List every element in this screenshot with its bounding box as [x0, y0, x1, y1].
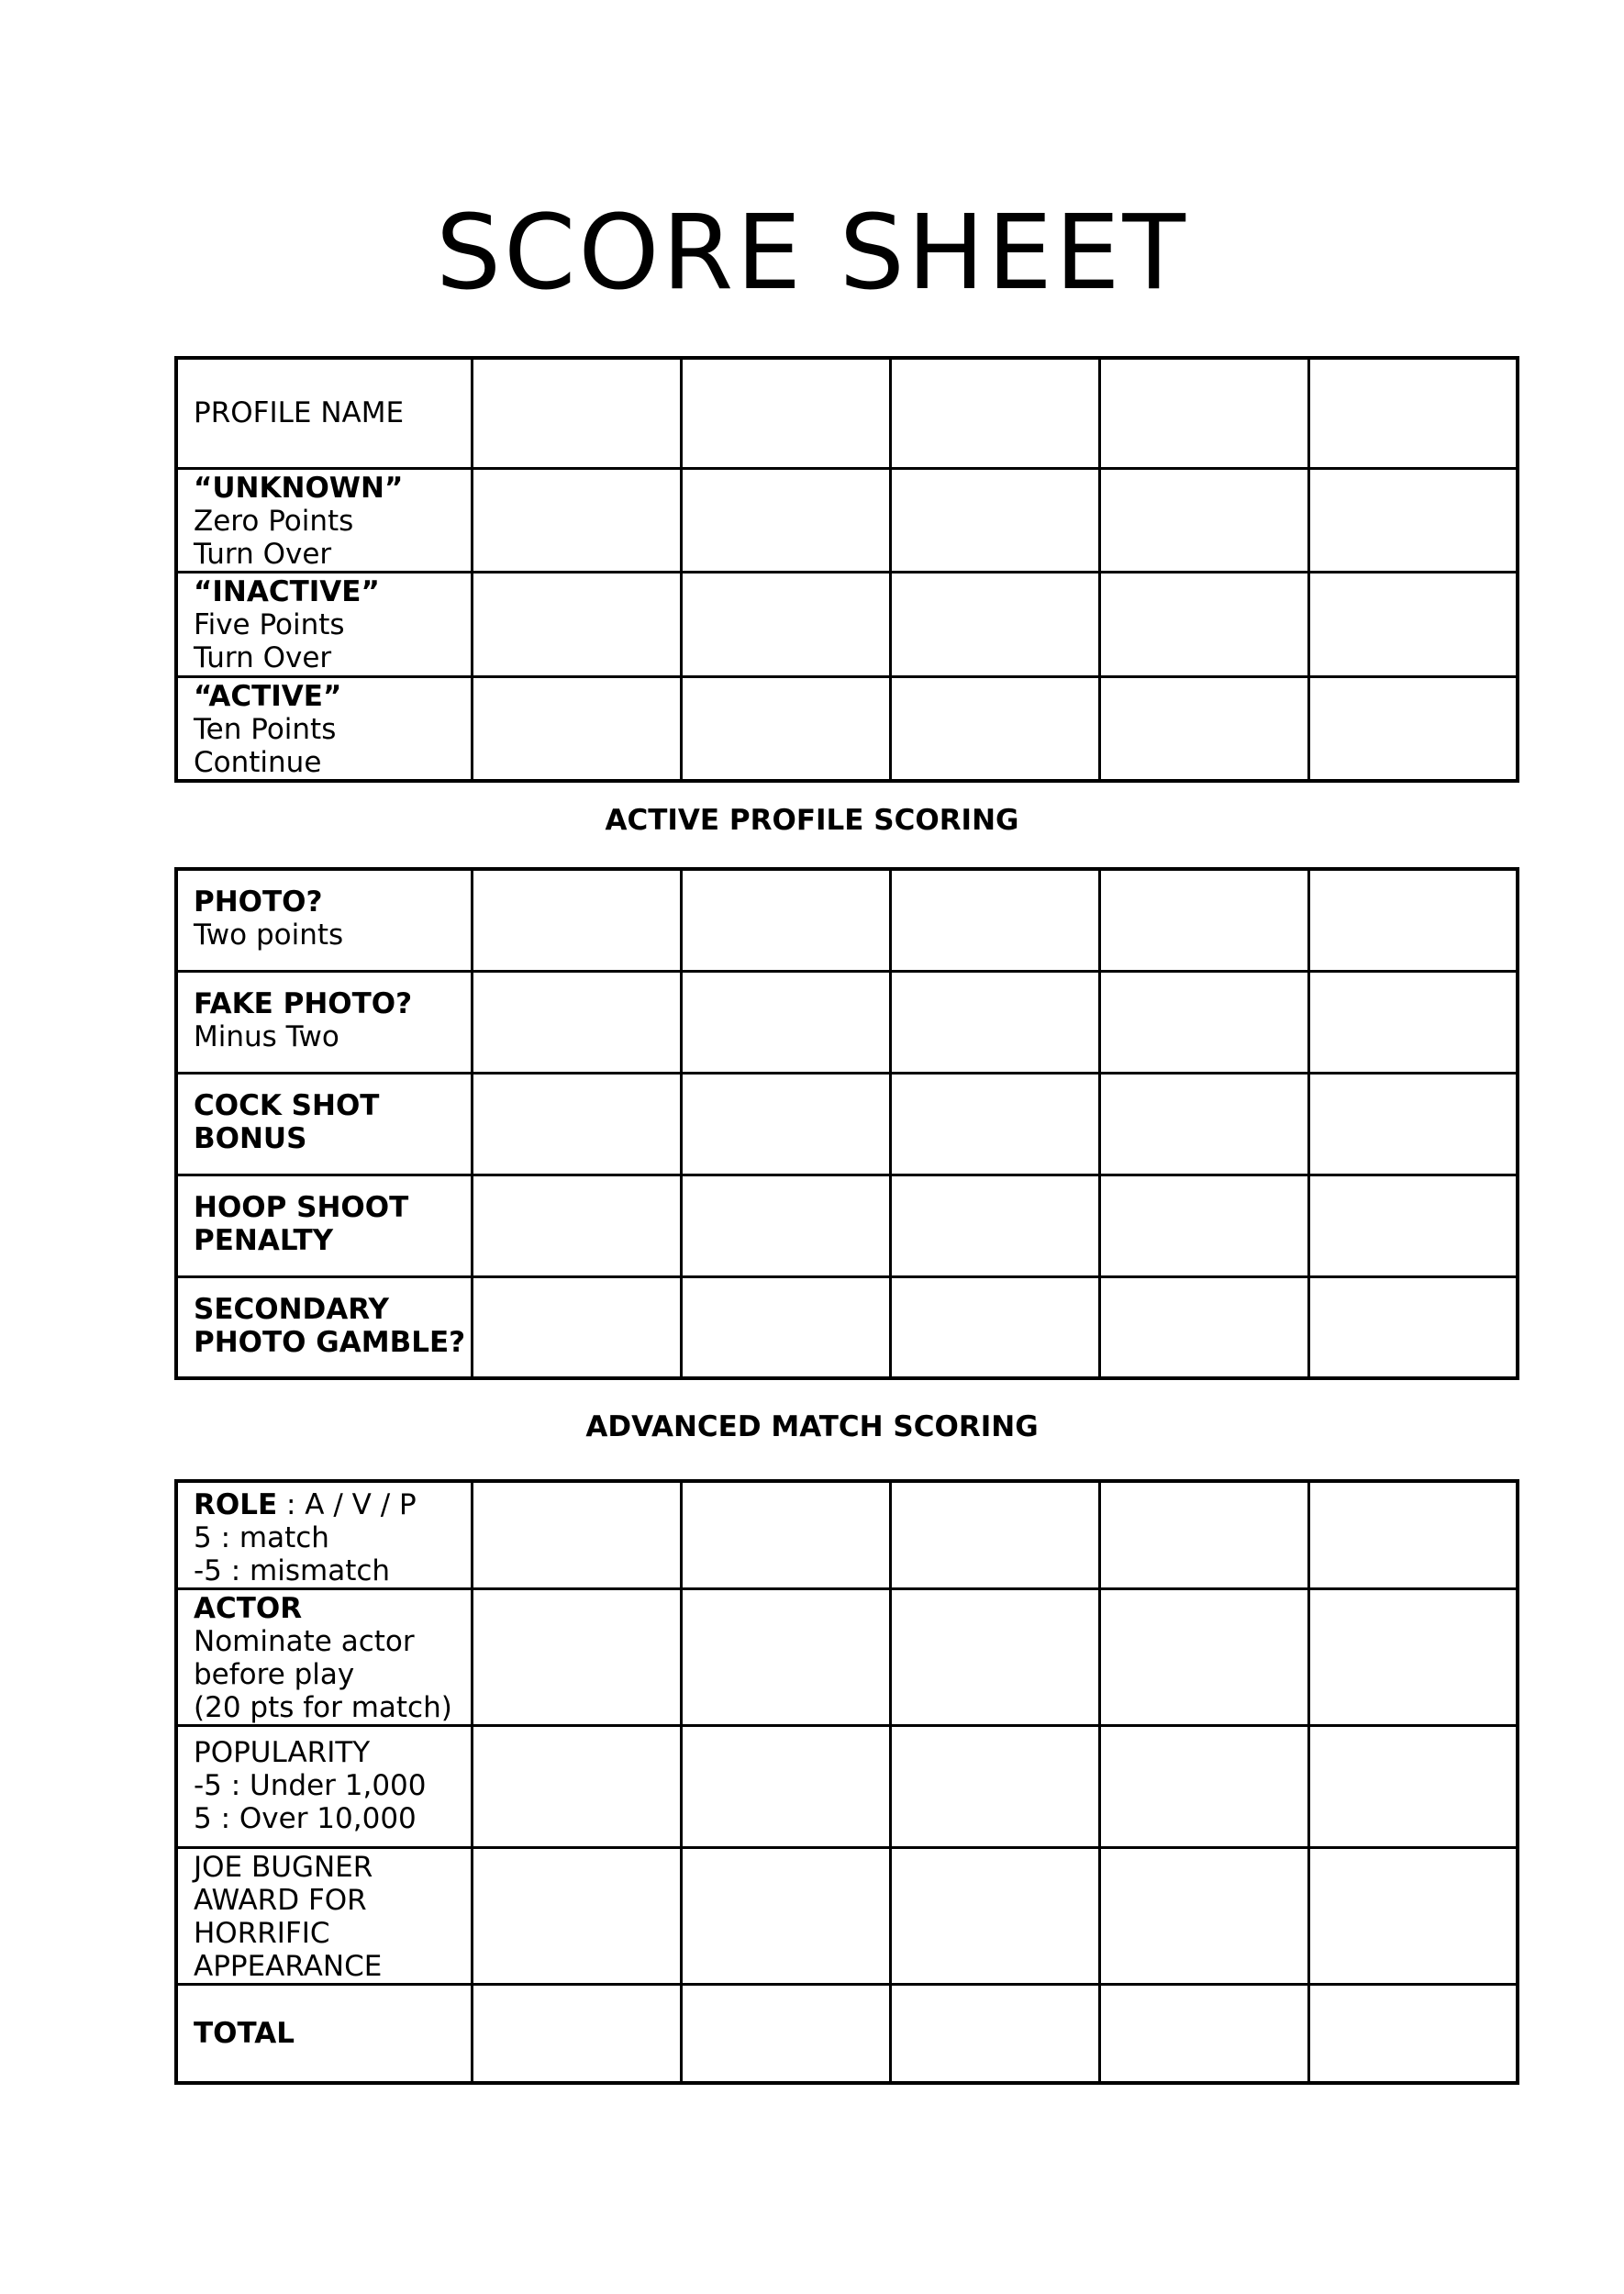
score-cell[interactable] [681, 358, 890, 468]
score-cell[interactable] [890, 869, 1099, 971]
score-cell[interactable] [890, 1589, 1099, 1726]
score-cell[interactable] [681, 468, 890, 572]
score-cell[interactable] [472, 1276, 681, 1378]
score-cell[interactable] [1308, 971, 1518, 1073]
row-label-line: AWARD FOR [194, 1884, 367, 1917]
score-cell[interactable] [1099, 1276, 1308, 1378]
score-cell[interactable] [890, 1481, 1099, 1589]
row-label-cell [176, 1848, 472, 1985]
role-label-rest: : A / V / P [277, 1488, 417, 1521]
score-cell[interactable] [472, 1175, 681, 1276]
row-label-line: Zero Points [194, 504, 354, 538]
score-cell[interactable] [1308, 468, 1518, 572]
row-inactive [176, 572, 1518, 676]
row-active [176, 676, 1518, 781]
row-label-cell [176, 1726, 472, 1848]
row-label-line: PHOTO GAMBLE? [194, 1325, 466, 1359]
score-cell[interactable] [1099, 971, 1308, 1073]
section-header-active-profile-scoring: ACTIVE PROFILE SCORING [605, 804, 1019, 837]
row-label-cell [176, 1481, 472, 1589]
score-cell[interactable] [472, 971, 681, 1073]
score-cell[interactable] [681, 1175, 890, 1276]
score-cell[interactable] [1308, 1589, 1518, 1726]
row-label-line: HOOP SHOOT [194, 1190, 409, 1224]
row-label-line: FAKE PHOTO? [194, 986, 413, 1020]
score-cell[interactable] [1099, 1073, 1308, 1175]
score-cell[interactable] [890, 1985, 1099, 2083]
profile-table [174, 356, 1519, 783]
score-cell[interactable] [472, 1589, 681, 1726]
score-cell[interactable] [472, 869, 681, 971]
row-label-cell [176, 971, 472, 1073]
score-cell[interactable] [890, 1276, 1099, 1378]
row-secondary-photo-gamble [176, 1276, 1518, 1378]
row-label-cell [176, 1985, 472, 2083]
score-cell[interactable] [681, 676, 890, 781]
row-label-cell [176, 1175, 472, 1276]
score-cell[interactable] [472, 1848, 681, 1985]
row-label-line: Minus Two [194, 1019, 339, 1053]
row-label-line: ACTOR [194, 1592, 303, 1625]
row-label-line: APPEARANCE [194, 1950, 383, 1983]
score-cell[interactable] [890, 971, 1099, 1073]
score-cell[interactable] [890, 1848, 1099, 1985]
score-cell[interactable] [1308, 572, 1518, 676]
score-cell[interactable] [681, 1589, 890, 1726]
score-cell[interactable] [890, 1175, 1099, 1276]
score-cell[interactable] [681, 572, 890, 676]
row-label-line: Nominate actor [194, 1625, 415, 1658]
row-label-line: Two points [194, 919, 344, 952]
score-cell[interactable] [1308, 1175, 1518, 1276]
row-total [176, 1985, 1518, 2083]
row-label-line: Five Points [194, 607, 345, 641]
score-cell[interactable] [1308, 869, 1518, 971]
score-cell[interactable] [1099, 358, 1308, 468]
score-cell[interactable] [681, 971, 890, 1073]
row-label-cell [176, 1073, 472, 1175]
row-label-line: Ten Points [194, 712, 337, 746]
score-cell[interactable] [1099, 572, 1308, 676]
row-label-line: “UNKNOWN” [194, 471, 404, 505]
score-cell[interactable] [890, 1073, 1099, 1175]
row-label-line: COCK SHOT [194, 1088, 380, 1122]
row-label-line: Turn Over [194, 537, 332, 571]
row-hoop-shoot-penalty [176, 1175, 1518, 1276]
row-label-line: before play [194, 1658, 355, 1691]
row-joe-bugner-award [176, 1848, 1518, 1985]
row-label-line: SECONDARY [194, 1292, 389, 1326]
score-cell[interactable] [472, 676, 681, 781]
page-title: SCORE SHEET [436, 194, 1188, 313]
row-label-line: -5 : Under 1,000 [194, 1769, 427, 1802]
row-label-cell [176, 1276, 472, 1378]
score-cell[interactable] [1099, 1848, 1308, 1985]
row-label-line: Continue [194, 745, 322, 779]
score-cell[interactable] [1099, 1726, 1308, 1848]
score-cell[interactable] [681, 1073, 890, 1175]
score-cell[interactable] [472, 1073, 681, 1175]
active-profile-scoring-table [174, 867, 1519, 1380]
row-label-cell [176, 1589, 472, 1726]
row-unknown [176, 468, 1518, 572]
row-label-line: Turn Over [194, 640, 332, 674]
score-cell[interactable] [1308, 1726, 1518, 1848]
row-label-cell [176, 676, 472, 781]
score-cell[interactable] [681, 1726, 890, 1848]
row-popularity [176, 1726, 1518, 1848]
row-label-line: TOTAL [194, 2016, 295, 2050]
score-cell[interactable] [1308, 358, 1518, 468]
row-label-line: JOE BUGNER [194, 1851, 373, 1884]
score-cell[interactable] [1099, 676, 1308, 781]
row-role [176, 1481, 1518, 1589]
score-cell[interactable] [1308, 1276, 1518, 1378]
score-cell[interactable] [681, 1276, 890, 1378]
score-cell[interactable] [472, 468, 681, 572]
score-cell[interactable] [472, 1481, 681, 1589]
score-cell[interactable] [890, 676, 1099, 781]
row-label-line [194, 1488, 462, 1521]
row-label-line: PENALTY [194, 1223, 334, 1257]
row-profile-name [176, 358, 1518, 468]
score-cell[interactable] [472, 572, 681, 676]
row-label-line: (20 pts for match) [194, 1691, 452, 1724]
score-cell[interactable] [1099, 1175, 1308, 1276]
score-cell[interactable] [472, 1726, 681, 1848]
role-label-bold: ROLE [194, 1488, 278, 1521]
score-cell[interactable] [1308, 1481, 1518, 1589]
row-label-line: POPULARITY [194, 1736, 371, 1769]
score-cell[interactable] [1308, 1848, 1518, 1985]
advanced-match-scoring-table [174, 1479, 1519, 2085]
score-cell[interactable] [681, 869, 890, 971]
score-cell[interactable] [890, 358, 1099, 468]
score-cell[interactable] [1099, 1985, 1308, 2083]
score-cell[interactable] [1099, 869, 1308, 971]
score-cell[interactable] [1099, 468, 1308, 572]
row-label-line: 5 : match [194, 1521, 329, 1554]
score-cell[interactable] [1099, 1589, 1308, 1726]
row-label-line: BONUS [194, 1121, 307, 1155]
row-label-line: 5 : Over 10,000 [194, 1802, 417, 1835]
row-actor [176, 1589, 1518, 1726]
row-label-cell [176, 869, 472, 971]
score-cell[interactable] [1308, 1985, 1518, 2083]
score-cell[interactable] [1308, 676, 1518, 781]
row-photo [176, 869, 1518, 971]
score-cell[interactable] [681, 1985, 890, 2083]
score-cell[interactable] [681, 1848, 890, 1985]
row-label-line: -5 : mismatch [194, 1554, 391, 1587]
row-label-line: “INACTIVE” [194, 574, 380, 608]
row-label-line: PHOTO? [194, 885, 323, 919]
row-label-cell [176, 572, 472, 676]
row-fake-photo [176, 971, 1518, 1073]
row-label-cell [176, 358, 472, 468]
row-label-line: PROFILE NAME [194, 396, 405, 430]
row-cock-shot-bonus [176, 1073, 1518, 1175]
row-label-line: HORRIFIC [194, 1917, 330, 1950]
score-cell[interactable] [890, 1726, 1099, 1848]
score-cell[interactable] [472, 1985, 681, 2083]
score-cell[interactable] [1099, 1481, 1308, 1589]
section-header-advanced-match-scoring: ADVANCED MATCH SCORING [585, 1410, 1039, 1443]
score-cell[interactable] [681, 1481, 890, 1589]
score-cell[interactable] [1308, 1073, 1518, 1175]
row-label-cell [176, 468, 472, 572]
score-cell[interactable] [890, 468, 1099, 572]
score-cell[interactable] [890, 572, 1099, 676]
row-label-line: “ACTIVE” [194, 679, 342, 713]
score-cell[interactable] [472, 358, 681, 468]
